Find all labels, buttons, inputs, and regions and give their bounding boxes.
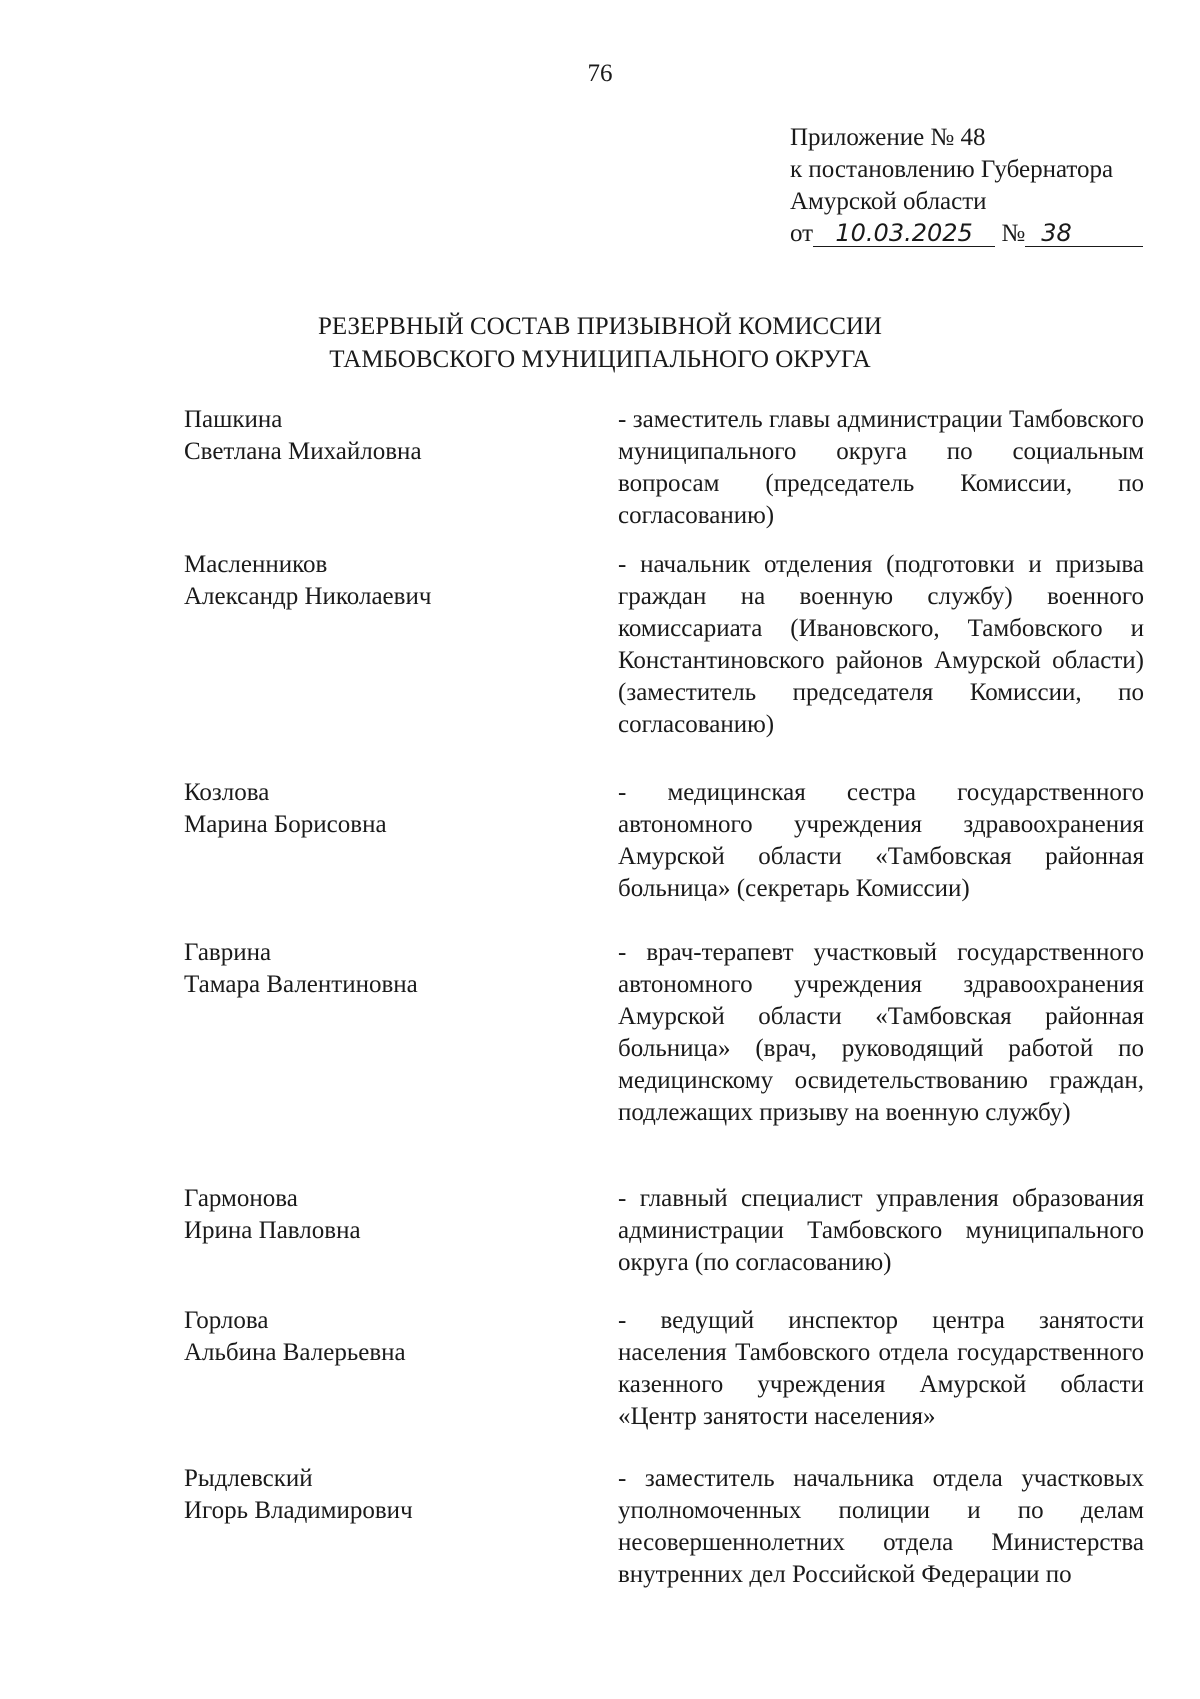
member-given-name: Альбина Валерьевна [184, 1339, 406, 1366]
member-surname: Гаврина [184, 939, 272, 966]
appendix-date-line [790, 218, 1143, 250]
member-row [184, 404, 1144, 549]
member-given-name: Александр Николаевич [184, 583, 432, 610]
member-row [184, 549, 1144, 777]
member-given-name: Игорь Владимирович [184, 1497, 413, 1524]
member-name [184, 404, 618, 549]
member-name [184, 937, 618, 1183]
member-description: - медицинская сестра государственного автономного учреждения здравоохранения Амурской области «Тамбовская районная больница» (секретарь Комиссии) [618, 779, 1144, 902]
member-description: - главный специалист управления образования администрации Тамбовского муниципального округа (по согласованию) [618, 1185, 1144, 1276]
member-row [184, 1463, 1144, 1603]
member-row [184, 777, 1144, 937]
member-surname: Масленников [184, 551, 328, 578]
member-name [184, 549, 618, 777]
member-description: - заместитель главы администрации Тамбовского муниципального округа по социальным вопросам (председатель Комиссии, по согласованию) [618, 406, 1144, 529]
appendix-reference: к постановлению Губернатора [790, 156, 1114, 183]
handwritten-date: 10.03.2025 [813, 220, 995, 247]
title-line-2: ТАМБОВСКОГО МУНИЦИПАЛЬНОГО ОКРУГА [329, 346, 871, 373]
appendix-region: Амурской области [790, 188, 987, 215]
member-surname: Рыдлевский [184, 1465, 313, 1492]
member-description: - врач-терапевт участковый государственного автономного учреждения здравоохранения Амурской области «Тамбовская районная больница» (врач, руководящий работой по медицинскому освидетельствованию граждан, подлежащих призыву на военную службу) [618, 939, 1144, 1126]
member-given-name: Светлана Михайловна [184, 438, 422, 465]
number-prefix: № [1001, 220, 1026, 247]
member-description: - ведущий инспектор центра занятости населения Тамбовского отдела государственного казенного учреждения Амурской области «Центр занятости населения» [618, 1307, 1144, 1430]
member-surname: Козлова [184, 779, 270, 806]
page-number: 76 [587, 60, 613, 87]
member-row [184, 1305, 1144, 1463]
member-given-name: Ирина Павловна [184, 1217, 361, 1244]
member-description: - заместитель начальника отдела участковых уполномоченных полиции и по делам несовершеннолетних отдела Министерства внутренних дел Российской Федерации по [618, 1465, 1144, 1588]
member-row [184, 1183, 1144, 1305]
appendix-block [790, 122, 1143, 250]
member-name [184, 1463, 618, 1603]
handwritten-number: 38 [1025, 220, 1143, 247]
member-surname: Горлова [184, 1307, 269, 1334]
appendix-number: Приложение № 48 [790, 124, 986, 151]
member-given-name: Марина Борисовна [184, 811, 387, 838]
member-surname: Пашкина [184, 406, 283, 433]
member-name [184, 777, 618, 937]
member-name [184, 1183, 618, 1305]
members-list [184, 404, 1144, 1603]
member-given-name: Тамара Валентиновна [184, 971, 418, 998]
member-description: - начальник отделения (подготовки и призыва граждан на военную службу) военного комиссариата (Ивановского, Тамбовского и Константиновского районов Амурской области) (заместитель председателя Комиссии, по согласованию) [618, 551, 1144, 738]
member-row [184, 937, 1144, 1183]
member-surname: Гармонова [184, 1185, 298, 1212]
from-prefix: от [790, 220, 814, 247]
title-line-1: РЕЗЕРВНЫЙ СОСТАВ ПРИЗЫВНОЙ КОМИССИИ [317, 313, 882, 340]
document-title [0, 310, 1200, 376]
member-name [184, 1305, 618, 1463]
